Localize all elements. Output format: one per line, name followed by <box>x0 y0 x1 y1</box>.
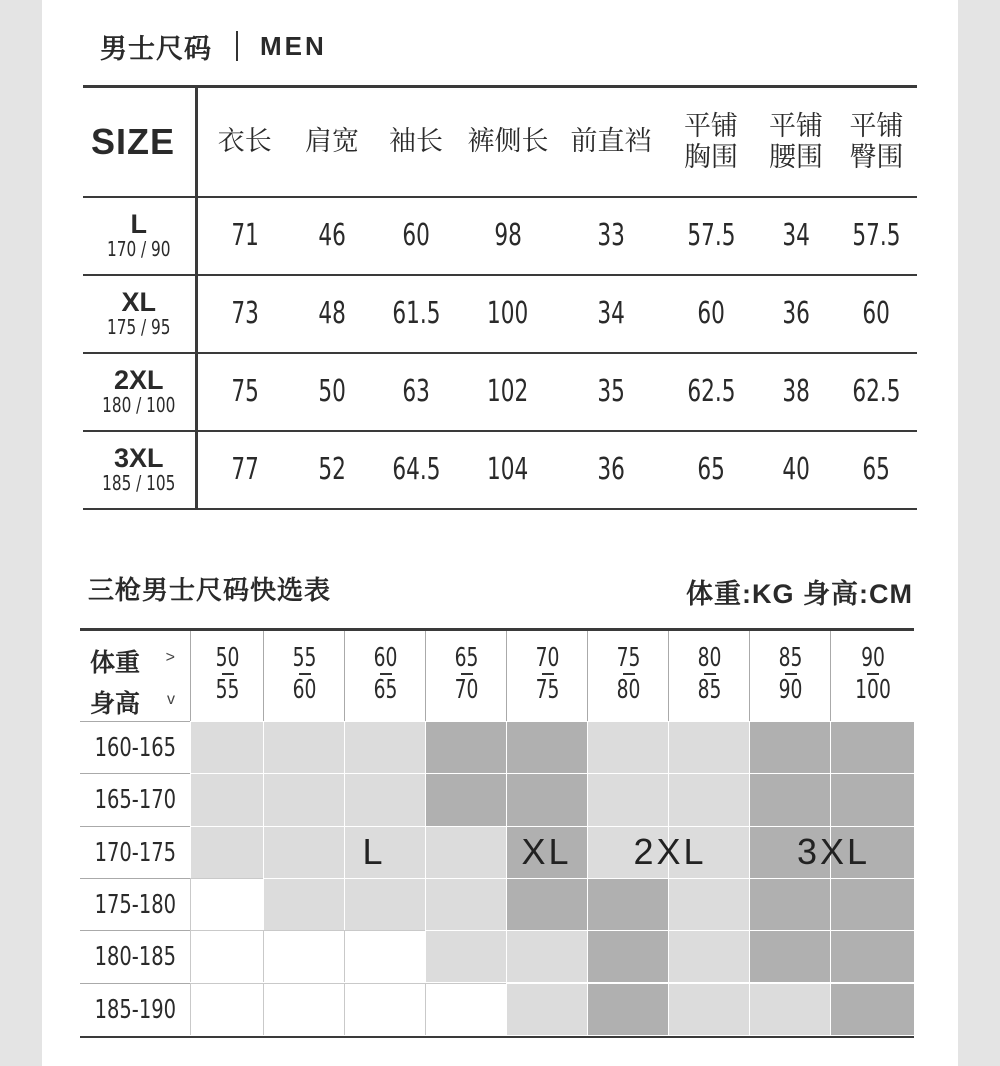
size-row <box>83 353 917 431</box>
col-header-label: 平铺 <box>769 110 823 141</box>
measure-value: 104 <box>487 452 529 487</box>
weight-min: 50 <box>215 643 240 673</box>
col-header-label: 衣长 <box>217 126 272 157</box>
size-cell <box>830 721 914 773</box>
size-cell <box>587 983 668 1035</box>
weight-max: 90 <box>778 675 803 705</box>
measure-cell <box>460 275 556 353</box>
zone-label: XL <box>521 830 572 872</box>
measure-cell <box>666 275 756 353</box>
measure-value: 57.5 <box>852 218 901 253</box>
col-header <box>460 87 556 197</box>
weight-range-header <box>344 631 426 721</box>
size-spec: 170 / 90 <box>106 236 171 261</box>
size-cell <box>425 930 506 982</box>
measure-value: 36 <box>597 452 625 487</box>
size-table-header <box>83 87 917 197</box>
measure-cell <box>372 431 460 509</box>
heading-divider <box>236 31 238 61</box>
weight-max: 65 <box>373 675 398 705</box>
measure-cell <box>666 353 756 431</box>
size-cell <box>425 773 506 825</box>
weight-min: 80 <box>697 643 722 673</box>
weight-min: 75 <box>616 643 641 673</box>
weight-min: 65 <box>454 643 479 673</box>
size-cell <box>190 878 263 930</box>
size-cell <box>749 721 830 773</box>
measure-cell <box>756 275 836 353</box>
size-row-label <box>83 275 196 353</box>
measure-value: 73 <box>231 296 259 331</box>
measure-cell <box>460 431 556 509</box>
units-note: 体重:KG 身高:CM <box>686 579 913 609</box>
measure-cell <box>196 275 292 353</box>
measure-value: 100 <box>487 296 529 331</box>
measure-value: 38 <box>782 374 810 409</box>
measure-cell <box>292 197 372 275</box>
size-cell <box>668 930 749 982</box>
measure-value: 52 <box>318 452 346 487</box>
size-cell <box>506 773 587 825</box>
size-cell <box>190 826 263 878</box>
size-cell <box>425 878 506 930</box>
weight-range-header <box>263 631 345 721</box>
measure-cell <box>292 353 372 431</box>
size-name: L <box>130 208 147 239</box>
col-header-label: 平铺 <box>684 110 738 141</box>
col-header-label: 前直裆 <box>570 126 652 157</box>
size-cell <box>263 826 344 878</box>
measure-value: 36 <box>782 296 810 331</box>
size-row-label <box>83 353 196 431</box>
height-axis-label: 身高 <box>90 690 141 718</box>
measure-cell <box>836 353 917 431</box>
measure-value: 64.5 <box>391 452 441 487</box>
weight-max: 60 <box>292 675 317 705</box>
col-header-label: 袖长 <box>389 126 443 157</box>
measure-value: 50 <box>318 374 346 409</box>
col-header <box>556 87 666 197</box>
weight-max: 100 <box>855 675 891 705</box>
zone-label: 3XL <box>796 830 871 872</box>
measure-cell <box>836 197 917 275</box>
size-cell <box>344 983 425 1035</box>
size-cell <box>506 878 587 930</box>
weight-min: 55 <box>292 643 317 673</box>
weight-range-header <box>587 631 669 721</box>
quick-size-grid <box>80 628 914 1038</box>
size-cell <box>668 983 749 1035</box>
size-cell <box>190 773 263 825</box>
size-cell <box>830 878 914 930</box>
size-cell <box>425 826 506 878</box>
size-cell <box>587 930 668 982</box>
measure-value: 62.5 <box>686 374 736 409</box>
measure-cell <box>556 275 666 353</box>
weight-max: 70 <box>454 675 479 705</box>
size-table <box>83 85 917 510</box>
col-header-label: 裤侧长 <box>467 126 549 157</box>
size-cell <box>749 930 830 982</box>
measure-value: 48 <box>318 296 346 331</box>
weight-min: 90 <box>861 643 885 673</box>
measure-cell <box>460 197 556 275</box>
quick-table-title: 三枪男士尺码快选表 <box>88 575 332 605</box>
col-header <box>292 87 372 197</box>
size-spec: 180 / 100 <box>102 392 176 417</box>
measure-cell <box>372 353 460 431</box>
size-cell <box>263 983 344 1035</box>
size-cell <box>830 930 914 982</box>
measure-cell <box>460 353 556 431</box>
measure-cell <box>372 197 460 275</box>
measure-cell <box>292 431 372 509</box>
measure-value: 34 <box>597 296 625 331</box>
col-header-label: 平铺 <box>849 110 904 141</box>
weight-min: 70 <box>535 643 560 673</box>
zone-label: 2XL <box>633 830 707 872</box>
height-range-text: 165-170 <box>94 785 176 816</box>
measure-cell <box>372 275 460 353</box>
measure-value: 57.5 <box>686 218 736 253</box>
measure-value: 35 <box>597 374 625 409</box>
size-cell <box>830 983 914 1035</box>
height-range-label <box>80 930 190 983</box>
size-cell <box>190 721 263 773</box>
size-cell <box>506 721 587 773</box>
height-range-text: 180-185 <box>94 942 176 973</box>
measure-value: 65 <box>862 452 891 487</box>
weight-range-header <box>749 631 831 721</box>
size-cell <box>587 773 668 825</box>
size-cell <box>190 930 263 982</box>
weight-range-header <box>668 631 750 721</box>
size-cell <box>587 721 668 773</box>
weight-max: 80 <box>616 675 641 705</box>
measure-value: 62.5 <box>852 374 901 409</box>
size-cell <box>587 878 668 930</box>
weight-min: 85 <box>778 643 803 673</box>
size-cell <box>749 983 830 1035</box>
measure-cell <box>556 197 666 275</box>
height-range-label <box>80 878 190 931</box>
size-cell <box>263 930 344 982</box>
size-row-label <box>83 197 196 275</box>
measure-cell <box>292 275 372 353</box>
weight-max: 55 <box>215 675 240 705</box>
col-header-label: 胸围 <box>684 141 738 172</box>
height-range-label <box>80 721 190 774</box>
weight-min: 60 <box>373 643 398 673</box>
measure-value: 102 <box>487 374 529 409</box>
height-range-label <box>80 826 190 879</box>
height-range-text: 170-175 <box>94 837 176 868</box>
size-row <box>83 431 917 509</box>
size-spec: 175 / 95 <box>106 314 171 339</box>
size-cell <box>263 721 344 773</box>
measure-value: 77 <box>231 452 259 487</box>
size-row-label <box>83 431 196 509</box>
col-header-label: 腰围 <box>769 141 823 172</box>
size-cell <box>668 721 749 773</box>
height-range-label <box>80 773 190 826</box>
grid-corner <box>80 631 189 721</box>
measure-value: 40 <box>782 452 810 487</box>
weight-max: 85 <box>697 675 722 705</box>
right-arrow-icon: > <box>165 649 175 666</box>
size-cell <box>668 773 749 825</box>
measure-cell <box>756 197 836 275</box>
size-cell <box>344 930 425 982</box>
weight-axis-label: 体重 <box>90 649 141 677</box>
size-cell <box>344 773 425 825</box>
size-row <box>83 197 917 275</box>
measure-cell <box>756 353 836 431</box>
height-range-label <box>80 983 190 1036</box>
measure-value: 61.5 <box>391 296 441 331</box>
size-name: XL <box>121 286 156 317</box>
size-header: SIZE <box>83 87 196 197</box>
col-header <box>196 87 292 197</box>
zone-label: L <box>362 830 386 872</box>
measure-cell <box>666 431 756 509</box>
size-cell <box>263 878 344 930</box>
measure-value: 63 <box>402 374 430 409</box>
measure-value: 75 <box>231 374 259 409</box>
down-arrow-icon: v <box>167 691 175 708</box>
size-cell <box>344 878 425 930</box>
measure-value: 34 <box>782 218 810 253</box>
measure-value: 65 <box>697 452 725 487</box>
measure-value: 60 <box>862 296 891 331</box>
size-name: 2XL <box>113 364 164 395</box>
measure-value: 71 <box>231 218 259 253</box>
measure-cell <box>836 275 917 353</box>
size-cell <box>506 930 587 982</box>
weight-range-header <box>506 631 588 721</box>
measure-cell <box>756 431 836 509</box>
size-name: 3XL <box>113 442 164 473</box>
col-header <box>666 87 756 197</box>
col-header-label: 肩宽 <box>305 126 359 157</box>
size-cell <box>830 773 914 825</box>
measure-cell <box>196 431 292 509</box>
measure-value: 98 <box>494 218 522 253</box>
heading-en: MEN <box>260 30 327 61</box>
size-cell <box>506 983 587 1035</box>
measure-cell <box>196 197 292 275</box>
height-range-text: 175-180 <box>94 890 176 921</box>
size-cell <box>190 983 263 1035</box>
measure-cell <box>666 197 756 275</box>
col-header <box>836 87 917 197</box>
height-range-text: 160-165 <box>94 733 176 764</box>
weight-max: 75 <box>535 675 560 705</box>
measure-value: 60 <box>697 296 725 331</box>
page-heading <box>100 28 327 64</box>
size-spec: 185 / 105 <box>102 470 176 495</box>
size-cell <box>668 878 749 930</box>
col-header <box>372 87 460 197</box>
measure-cell <box>196 353 292 431</box>
measure-cell <box>836 431 917 509</box>
size-cell <box>263 773 344 825</box>
weight-range-header <box>830 631 915 721</box>
size-cell <box>749 773 830 825</box>
height-range-text: 185-190 <box>94 994 176 1025</box>
col-header-label: 臀围 <box>849 141 904 172</box>
size-cell <box>425 983 506 1035</box>
measure-cell <box>556 353 666 431</box>
measure-value: 60 <box>402 218 430 253</box>
measure-value: 33 <box>597 218 625 253</box>
size-cell <box>425 721 506 773</box>
size-cell <box>344 721 425 773</box>
size-cell <box>749 878 830 930</box>
weight-range-header <box>190 631 264 721</box>
heading-cn: 男士尺码 <box>100 33 212 64</box>
weight-range-header <box>425 631 507 721</box>
size-row <box>83 275 917 353</box>
measure-value: 46 <box>318 218 346 253</box>
measure-cell <box>556 431 666 509</box>
col-header <box>756 87 836 197</box>
